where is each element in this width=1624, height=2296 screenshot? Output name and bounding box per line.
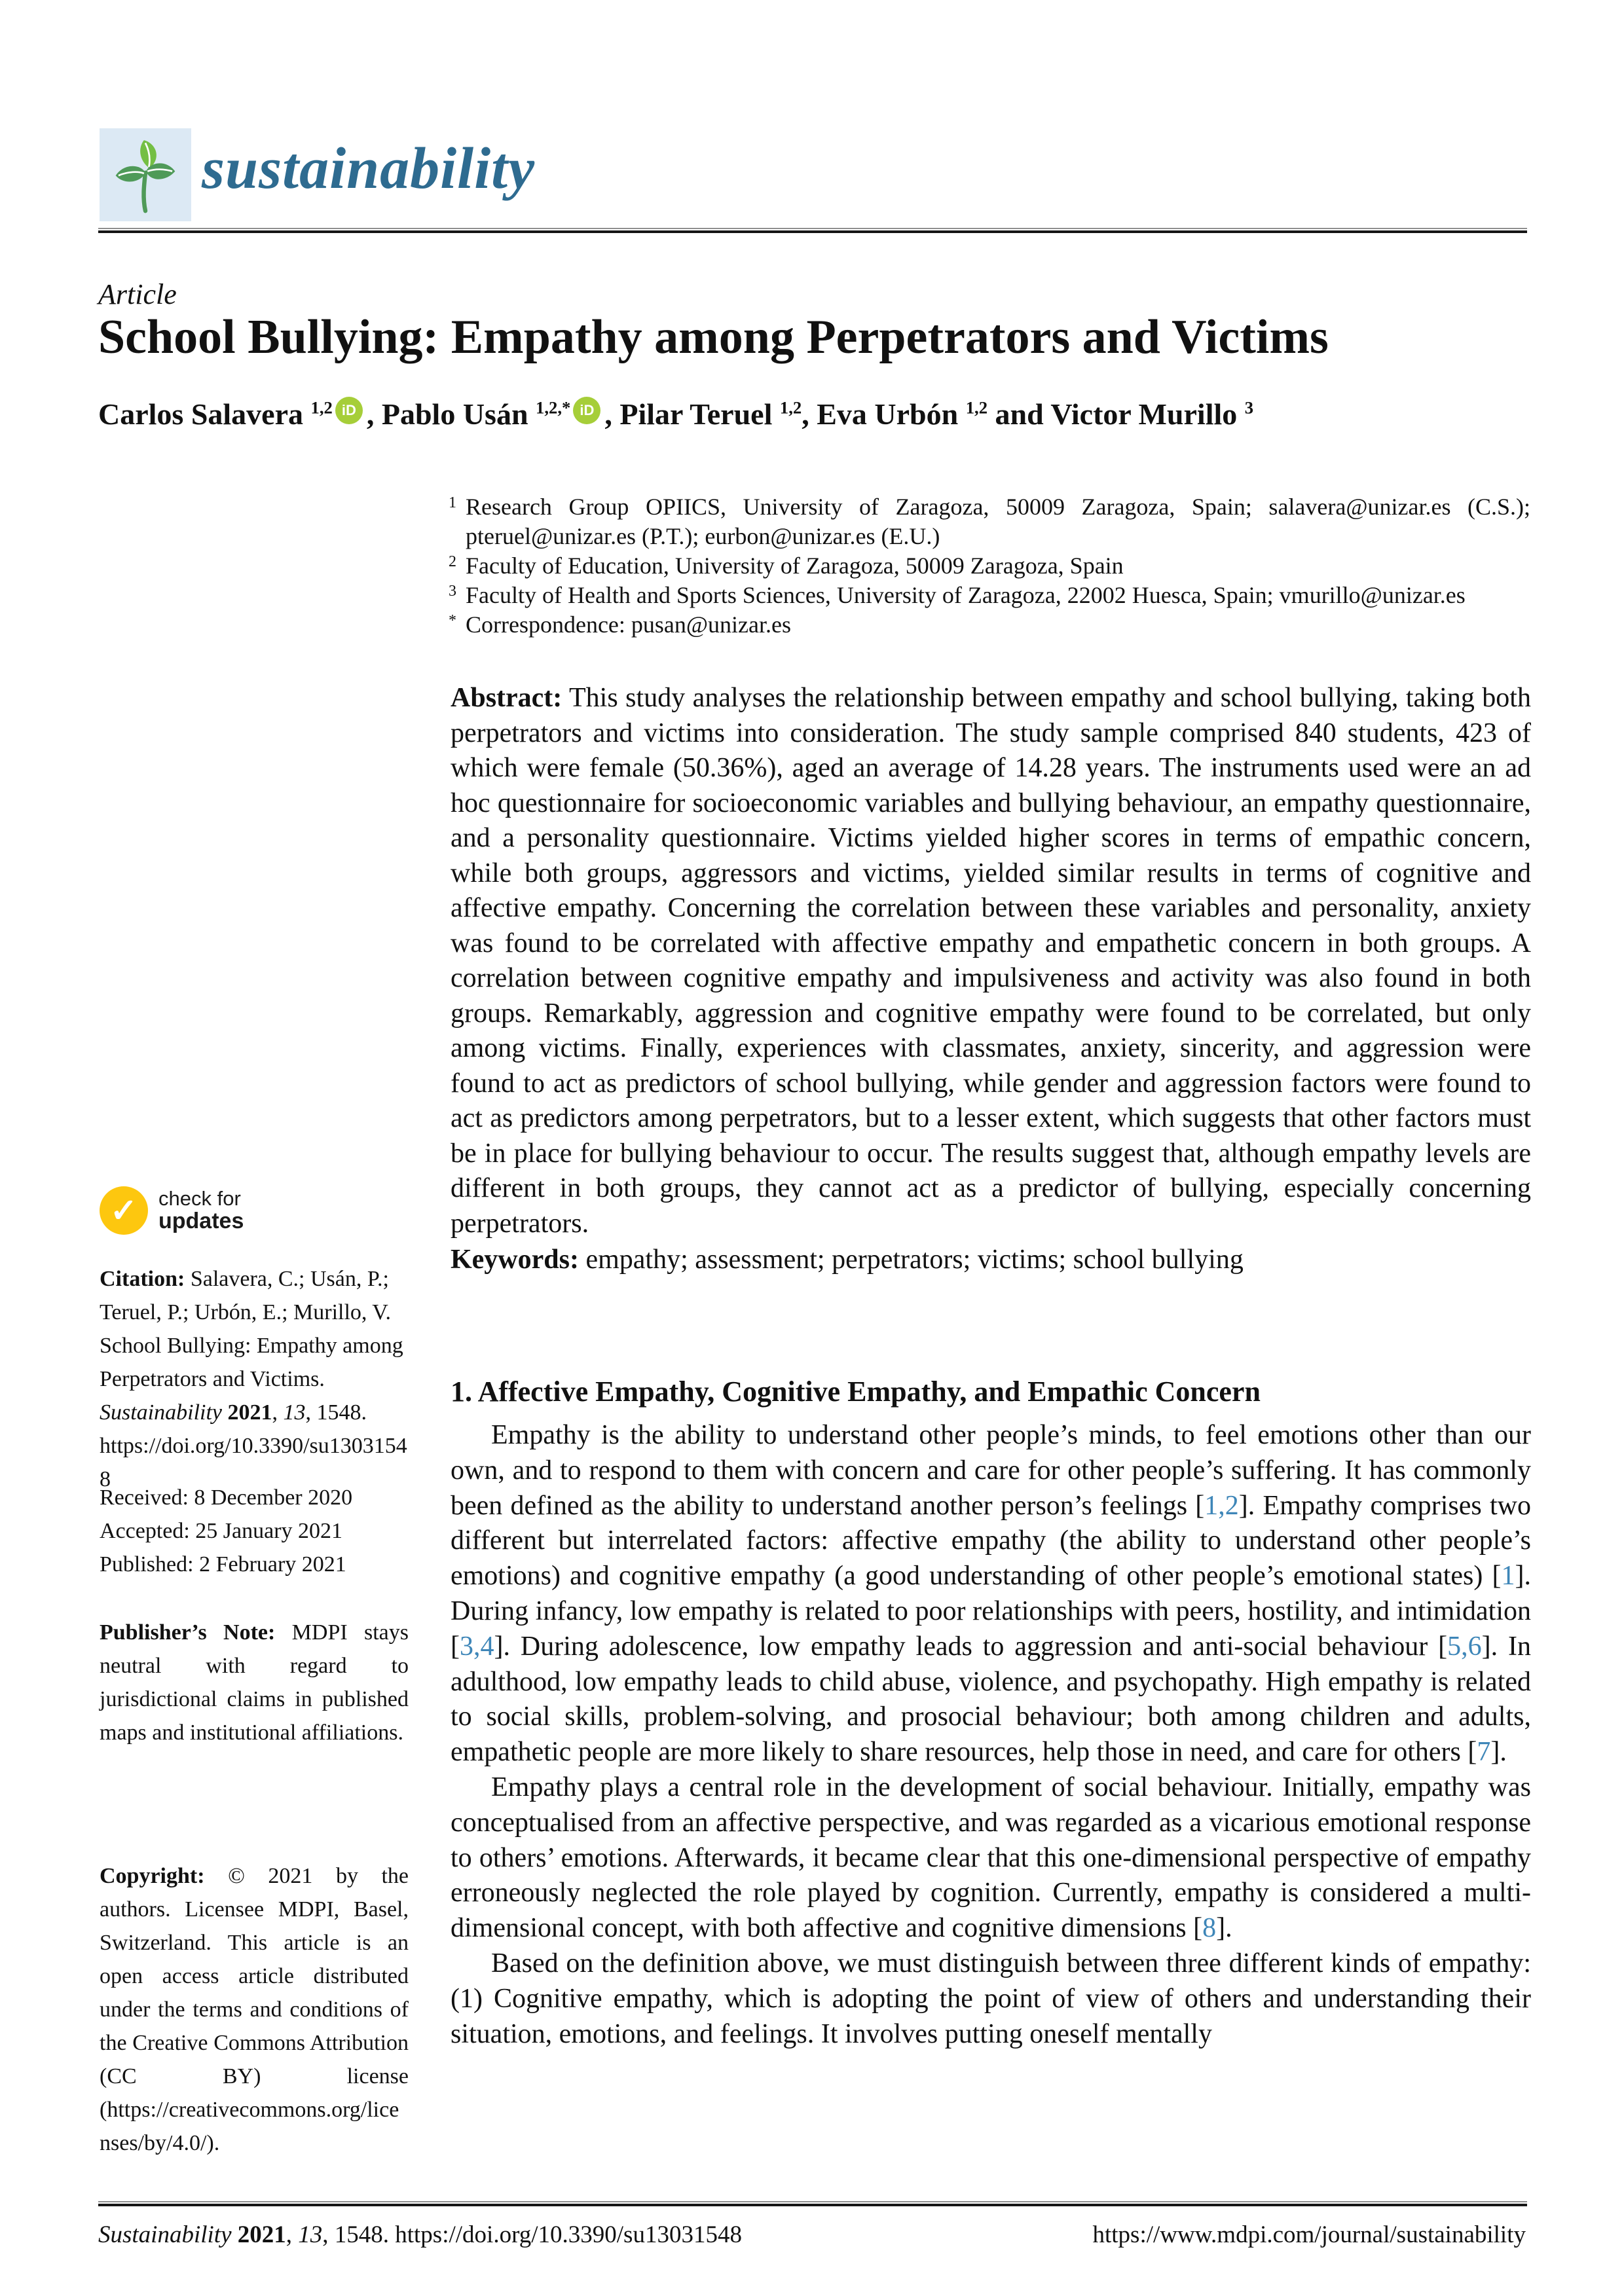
citation-ref-link[interactable]: 1,2: [1204, 1490, 1239, 1521]
keywords-text: empathy; assessment; perpetrators; victims; school bullying: [585, 1245, 1244, 1275]
section-1-heading: 1. Affective Empathy, Cognitive Empathy, and Empathic Concern: [451, 1376, 1261, 1408]
footer-citation: [98, 2221, 742, 2249]
text-segment: ]. Empathy comprises two different but interrelated factors: affective empathy (the ability to understand other people’s emotions) and cognitive empathy (a good understanding of other people’s emotional states) [: [451, 1490, 1532, 1592]
header-divider: [98, 228, 1527, 233]
text-segment: ].: [1490, 1737, 1507, 1768]
affiliation-number: 2: [449, 553, 456, 570]
copyright-block: [100, 1859, 409, 2160]
publisher-note-label: Publisher’s Note:: [100, 1620, 276, 1645]
abstract-paragraph: [451, 681, 1531, 1241]
text-segment: 13: [283, 1400, 306, 1425]
journal-logo[interactable]: [100, 128, 191, 221]
text-segment: Sustainability: [98, 2221, 238, 2248]
received-date: Received: 8 December 2020: [100, 1485, 353, 1510]
article-dates-block: [100, 1481, 409, 1581]
affiliation-row: [449, 581, 1530, 610]
updates-label: updates: [158, 1209, 244, 1234]
citation-text: [100, 1267, 407, 1491]
affiliation-number: 1: [449, 494, 456, 511]
orcid-icon[interactable]: iD: [573, 397, 600, 424]
citation-ref-link[interactable]: 7: [1477, 1737, 1491, 1768]
abstract-text: This study analyses the relationship between empathy and school bullying, taking both perpetrators and victims into consideration. The study sample comprised 840 students, 423 of which were female (50.36%), aged an average of 14.28 years. The instruments used were an ad hoc questionnaire for socioeconomic variables and bullying behaviour, an empathy questionnaire, and a personality questionnaire. Victims yielded higher scores in terms of empathic concern, while both groups, aggressors and victims, yielded similar results in terms of cognitive and affective empathy. Concerning the correlation between these variables and personality, anxiety was found to be correlated with affective empathy and empathetic concern in both groups. A correlation between cognitive empathy and impulsiveness and activity was also found in both groups. Remarkably, aggression and cognitive empathy were found to be correlated, but only among victims. Finally, experiences with classmates, anxiety, sincerity, and aggression were found to act as predictors of school bullying, while gender and aggression factors were found to act as predictors among perpetrators, but to a lesser extent, which suggests that other factors must be in place for bullying behaviour to occur. The results suggest that, although empathy levels are different in both groups, they cannot act as a predictor of bullying, especially concerning perpetrators.: [451, 683, 1531, 1239]
affiliations-block: [449, 492, 1530, 640]
citation-ref-link[interactable]: 8: [1202, 1913, 1217, 1944]
abstract-label: Abstract:: [451, 683, 563, 713]
check-for-label: check for: [158, 1186, 241, 1210]
doi-link[interactable]: https://doi.org/10.3390/su13031548: [100, 1434, 407, 1491]
text-segment: 1,2,*: [536, 397, 571, 418]
affiliation-text: Faculty of Health and Sports Sciences, University of Zaragoza, 22002 Huesca, Spain; vmurillo@unizar.es: [466, 582, 1466, 608]
text-segment: ,: [286, 2221, 299, 2248]
text-segment: and Victor Murillo: [987, 397, 1245, 431]
body-paragraph: [451, 1946, 1531, 2052]
check-for-updates-text: [158, 1188, 244, 1233]
affiliation-text: Research Group OPIICS, University of Zaragoza, 50009 Zaragoza, Spain; salavera@unizar.es (C.S.); pteruel@unizar.es (P.T.); eurbon@unizar.es (E.U.): [466, 494, 1530, 549]
text-segment: ]. During adolescence, low empathy leads to aggression and anti-social behaviour [: [494, 1631, 1448, 1662]
journal-url-link[interactable]: https://www.mdpi.com/journal/sustainability: [1092, 2221, 1526, 2248]
text-segment: 13: [298, 2221, 323, 2248]
authors-line: [98, 397, 1539, 431]
footer-divider: [98, 2201, 1527, 2206]
affiliation-number: 3: [449, 583, 456, 600]
text-segment: Carlos Salavera: [98, 397, 311, 431]
text-segment: ,: [272, 1400, 284, 1425]
citation-block: [100, 1262, 409, 1496]
text-segment: , Pablo Usán: [366, 397, 536, 431]
text-segment: ]. During infancy, low empathy is related to poor relationships with peers, hostility, and intimidation [: [451, 1561, 1531, 1662]
text-segment: 2021: [237, 2221, 286, 2248]
affiliation-row: [449, 492, 1530, 551]
affiliation-row: [449, 610, 1530, 640]
affiliation-text: Faculty of Education, University of Zaragoza, 50009 Zaragoza, Spain: [466, 553, 1124, 579]
article-type-label: Article: [98, 278, 177, 310]
plant-leaves-icon: [110, 135, 181, 215]
correspondence-text: Correspondence: pusan@unizar.es: [466, 611, 792, 638]
citation-ref-link[interactable]: 1: [1501, 1561, 1515, 1592]
text-segment: 1,2: [965, 397, 988, 418]
publisher-note-block: [100, 1616, 409, 1749]
checkmark-icon: ✓: [100, 1186, 148, 1235]
text-segment: 1,2: [779, 397, 802, 418]
text-segment: , 1548.: [305, 1400, 367, 1425]
text-segment: 2021: [227, 1400, 272, 1425]
keywords-paragraph: [451, 1243, 1531, 1278]
text-segment: Empathy plays a central role in the development of social behaviour. Initially, empathy was conceptualised from an affective perspective, and was regarded as a vicarious emotional response to others’ emotions. Afterwards, it became clear that this one-dimensional perspective of empathy erroneously neglected the role played by cognition. Currently, empathy is considered a multi-dimensional concept, with both affective and cognitive dimensions [: [451, 1772, 1531, 1944]
published-date: Published: 2 February 2021: [100, 1552, 346, 1576]
text-segment: , Eva Urbón: [802, 397, 966, 431]
text-segment: Salavera, C.; Usán, P.; Teruel, P.; Urbón, E.; Murillo, V. School Bullying: Empathy among Perpetrators and Victims.: [100, 1267, 403, 1391]
article-title: School Bullying: Empathy among Perpetrators and Victims: [98, 310, 1329, 364]
body-paragraph: [451, 1418, 1531, 1770]
keywords-label: Keywords:: [451, 1245, 579, 1275]
correspondence-marker: *: [449, 612, 456, 629]
check-for-updates-badge[interactable]: [100, 1186, 244, 1235]
doi-link[interactable]: https://doi.org/10.3390/su13031548: [395, 2221, 742, 2248]
accepted-date: Accepted: 25 January 2021: [100, 1519, 343, 1543]
orcid-icon[interactable]: iD: [335, 397, 363, 424]
text-segment: Sustainability: [100, 1400, 228, 1425]
copyright-label: Copyright:: [100, 1864, 205, 1888]
body-column: [451, 1418, 1531, 2052]
journal-name: sustainability: [202, 136, 536, 201]
text-segment: ]. In adulthood, low empathy leads to child abuse, violence, and psychopathy. High empathy is related to social skills, problem-solving, and prosocial behaviour; both among children and adults, empathetic people are more likely to share resources, help those in need, and care for others [: [451, 1631, 1531, 1768]
citation-label: Citation:: [100, 1267, 185, 1291]
text-segment: Based on the definition above, we must distinguish between three different kinds of empathy: (1) Cognitive empathy, which is adopting the point of view of others and understanding their situation, emotions, and feelings. It involves putting oneself mentally: [451, 1948, 1531, 2049]
body-paragraph: [451, 1770, 1531, 1946]
publisher-note-text: MDPI stays neutral with regard to jurisdictional claims in published maps and institutional affiliations.: [100, 1620, 409, 1745]
text-segment: , 1548.: [322, 2221, 396, 2248]
text-segment: , Pilar Teruel: [604, 397, 780, 431]
citation-ref-link[interactable]: 5,6: [1447, 1631, 1482, 1662]
text-segment: 3: [1244, 397, 1254, 418]
text-segment: ].: [1216, 1913, 1232, 1944]
text-segment: Empathy is the ability to understand other people’s minds, to feel emotions other than our own, and to respond to them with concern and care for other people’s suffering. It has commonly been defined as the ability to understand another person’s feelings [: [451, 1420, 1531, 1521]
citation-ref-link[interactable]: 3,4: [460, 1631, 494, 1662]
text-segment: 1,2: [310, 397, 333, 418]
copyright-text: © 2021 by the authors. Licensee MDPI, Basel, Switzerland. This article is an open access article distributed under the terms and conditions of the Creative Commons Attribution (CC BY) license (https://creativecommons.org/licenses/by/4.0/).: [100, 1864, 409, 2155]
affiliation-row: [449, 551, 1530, 581]
